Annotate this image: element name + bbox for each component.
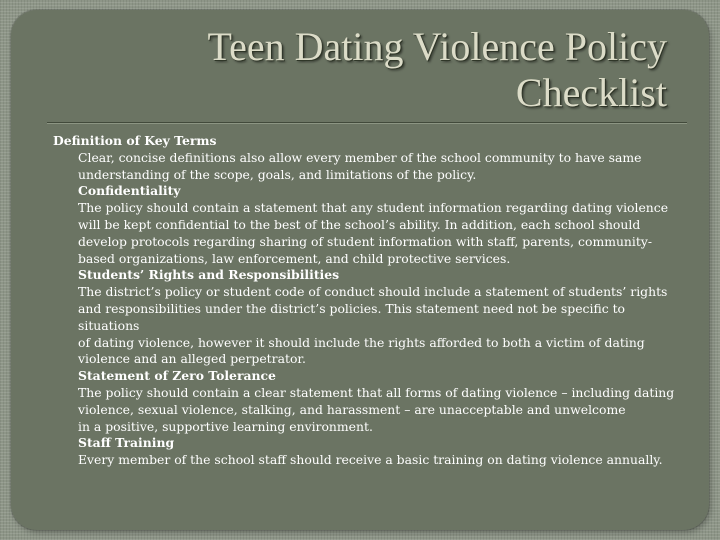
slide-body: [53, 133, 681, 469]
section-heading-definitions: Definition of Key Terms: [53, 133, 217, 148]
title-line-1: Teen Dating Violence Policy: [207, 24, 667, 69]
title-line-2: Checklist: [515, 70, 667, 115]
definition-text: Clear, concise definitions also allow every member of the school community to have same understanding of the scope, goals, and limitations of the policy.: [78, 149, 642, 182]
section-text-zero-tolerance: The policy should contain a clear statement that all forms of dating violence – including dating: [78, 384, 675, 400]
section-heading-confidentiality: Confidentiality: [78, 183, 181, 199]
section-text-students-rights-cont: of dating violence, however it should include the rights afforded to both a victim of dating violence and an alleged perpetrator.: [78, 334, 645, 367]
section-text-students-rights: The district’s policy or student code of conduct should include a statement of students’ rights and responsibilities under the district’s policies. This statement need not be specific to situations: [78, 284, 668, 333]
title-divider: [47, 122, 687, 124]
slide-title: [27, 24, 667, 116]
section-text-zero-tolerance-end: in a positive, supportive learning environment.: [78, 418, 373, 434]
section-text-confidentiality: The policy should contain a statement that any student information regarding dating violence will be kept confidential to the best of the school’s ability. In addition, each school should develop protocols regarding sharing of student information with staff, parents, community-based organizations, law enforcement, and child protective services.: [78, 200, 669, 266]
section-text-zero-tolerance-cont: violence, sexual violence, stalking, and harassment – are unacceptable and unwelcome: [78, 401, 626, 417]
section-heading-staff-training: Staff Training: [78, 435, 175, 451]
section-heading-zero-tolerance: Statement of Zero Tolerance: [78, 368, 276, 384]
section-heading-students-rights: Students’ Rights and Responsibilities: [78, 267, 340, 283]
section-text-staff-training: Every member of the school staff should receive a basic training on dating violence annually.: [78, 452, 663, 468]
